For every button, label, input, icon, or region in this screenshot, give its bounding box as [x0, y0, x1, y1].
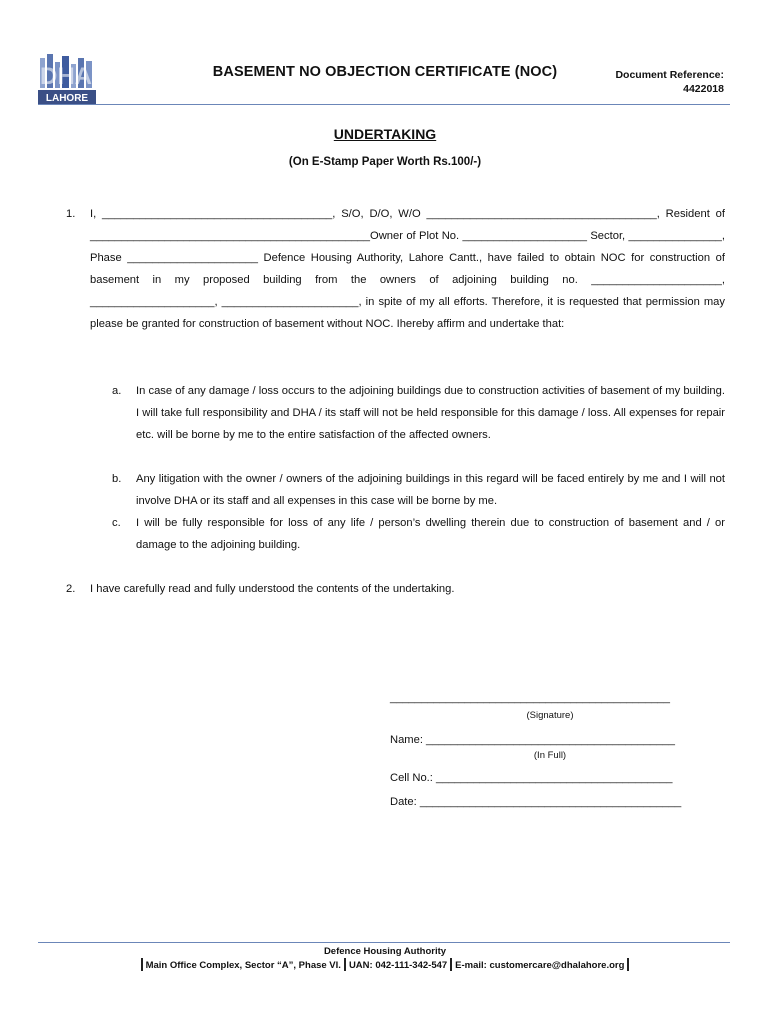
divider-bar	[450, 958, 452, 971]
svg-text:DHA: DHA	[40, 63, 92, 90]
stamp-paper-note: (On E-Stamp Paper Worth Rs.100/-)	[288, 156, 482, 168]
doc-ref-label: Document Reference:	[615, 69, 724, 81]
document-reference	[615, 68, 724, 96]
footer-org: Defence Housing Authority	[323, 946, 447, 957]
document-title: BASEMENT NO OBJECTION CERTIFICATE (NOC)	[212, 64, 558, 80]
footer-rule	[38, 942, 730, 943]
name-line: Name: ________________________________________	[390, 734, 675, 746]
footer-email: E-mail: customercare@dhalahore.org	[455, 960, 625, 971]
footer-contact	[0, 958, 770, 971]
subitem-a-text: In case of any damage / loss occurs to the adjoining buildings due to construction activities of basement of my building. I will take full responsibility and DHA / its staff will not be held responsible for this damage / loss. All expenses for repair etc. will be borne by me to the entire satisfaction of the affected owners.	[136, 385, 725, 441]
cell-line: Cell No.: ______________________________________	[390, 772, 673, 784]
item-2-number: 2.	[66, 583, 76, 595]
header-rule	[38, 104, 730, 105]
subitem-c-text: I will be fully responsible for loss of any life / person’s dwelling therein due to construction of basement and / or damage to the adjoining building.	[136, 517, 725, 551]
item-1-number: 1.	[66, 208, 76, 220]
item-1-text: I, _____________________________________, S/O, D/O, W/O _____________________________________, Resident of _____________________________________________Owner of Plot No. ____________________ Sector, _______________, Phase _____________________ Defence Housing Authority, Lahore Cantt., have failed to obtain NOC for construction of basement in my proposed building from the owners of adjoining building no. _____________________, ____________________, ______________________, in spite of my all efforts. Therefore, it is requested that permission may please be granted for construction of basement without NOC. Ihereby affirm and undertake that:	[90, 208, 725, 330]
item-2-text: I have carefully read and fully understood the contents of the undertaking.	[90, 583, 455, 595]
date-line: Date: __________________________________________	[390, 796, 682, 808]
name-caption: (In Full)	[533, 750, 567, 761]
footer-address: Main Office Complex, Sector “A”, Phase VI.	[145, 960, 341, 971]
subitem-a-label: a.	[112, 385, 122, 397]
signature-line: _____________________________________________	[390, 692, 670, 704]
divider-bar	[344, 958, 346, 971]
subitem-b-label: b.	[112, 473, 122, 485]
subitem-b-text: Any litigation with the owner / owners of the adjoining buildings in this regard will be faced entirely by me and I will not involve DHA or its staff and all expenses in this case will be borne by me.	[136, 473, 725, 507]
divider-bar	[627, 958, 629, 971]
svg-text:LAHORE: LAHORE	[45, 93, 89, 104]
divider-bar	[141, 958, 143, 971]
undertaking-heading: UNDERTAKING	[333, 126, 437, 142]
signature-caption: (Signature)	[526, 710, 574, 721]
doc-ref-value: 4422018	[683, 83, 724, 95]
footer-uan: UAN: 042-111-342-547	[348, 960, 448, 971]
subitem-c-label: c.	[112, 517, 121, 529]
